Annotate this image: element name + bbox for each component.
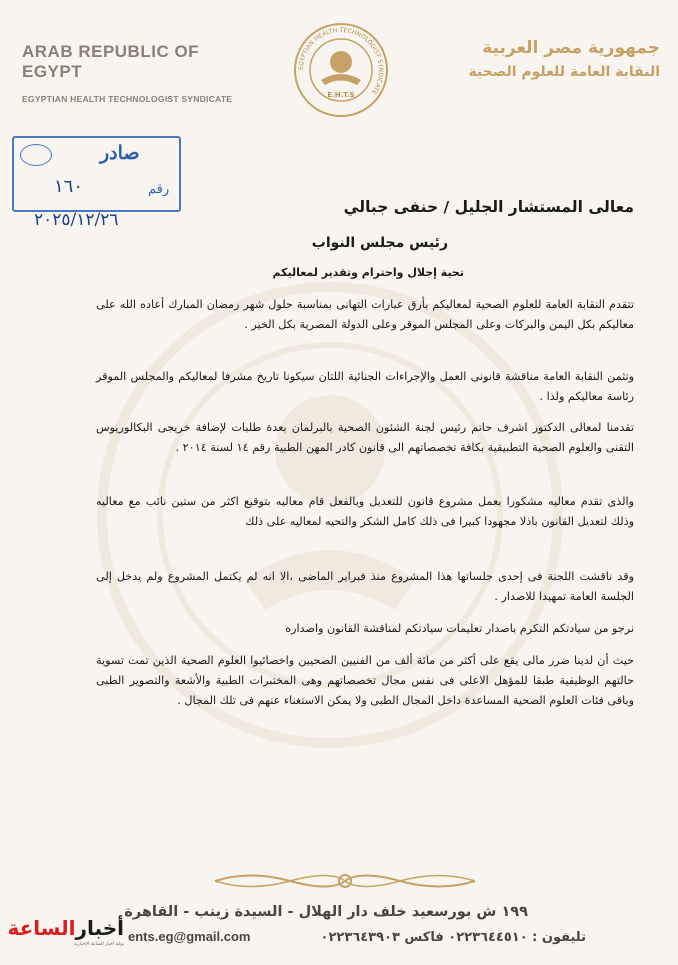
footer-address: ١٩٩ ش بورسعيد خلف دار الهلال - السيدة زينب - القاهرة — [124, 904, 528, 920]
paragraph: تقدمنا لمعالى الدكتور اشرف حاتم رئيس لجنة الشئون الصحية بالبرلمان بعدة طلبات لإضافة خريجى البكالوريوس التقنى والعلوم الصحية التطبيقية بكافة تخصصاتهم الى قانون كادر المهن الطبية رقم ١٤ لسنة ٢٠١٤ . — [96, 421, 634, 454]
news-brand-watermark — [7, 916, 128, 956]
news-brand-name — [8, 916, 125, 940]
footer-phone: تليفون : ٠٢٢٣٦٤٤٥١٠ فاكس ٠٢٢٣٦٤٣٩٠٣ — [320, 930, 586, 945]
paragraph: تتقدم النقابة العامة للعلوم الصحية لمعاليكم بأرق عبارات التهانى بمناسبة حلول شهر رمضان المبارك أعاده الله على معاليكم بكل اليمن والبركات وعلى المجلس الموقر وعلى الدولة المصرية بكل الخير . — [96, 298, 634, 331]
syndicate-logo-icon — [293, 22, 389, 118]
stamp-title: صادر — [100, 142, 140, 164]
news-brand-word2: الساعة — [7, 916, 76, 940]
recipient: معالى المستشار الجليل / حنفى جبالي — [343, 198, 634, 216]
logo-ring-text: EGYPTIAN HEALTH TECHNOLOGIST SYNDICATE — [297, 26, 385, 96]
footer-ornament-icon — [210, 868, 480, 894]
logo-text: E.H.T.S — [327, 91, 355, 99]
outgoing-stamp — [12, 136, 180, 234]
header-arabic — [420, 38, 660, 80]
paragraph: والذى تقدم معاليه مشكورا بعمل مشروع قانون للتعديل وبالفعل قام معاليه بتوقيع اكثر من ستين نائب مع معاليه وذلك لتعديل القانون باذلا مجهودا كبيرا فى ذلك كامل الشكر والتحيه لمعاليه على ذلك — [96, 495, 634, 528]
paragraph: وقد ناقشت اللجنة فى إحدى جلساتها هذا المشروع منذ فبراير الماضى ،الا انه لم يكتمل المشروع ولم يدخل إلى الجلسة العامة تمهيدا للاصدار . — [96, 570, 634, 603]
stamp-number: ١٦٠ — [54, 176, 84, 197]
paragraph: وتثمن النقابة العامة مناقشة قانونى العمل والإجراءات الجنائية اللتان سيكونا تاريخ مشرفا لمعاليكم والمجلس الموقر رئاسة معاليكم ولذا . — [96, 370, 634, 403]
paragraph: نرجو من سيادتكم التكرم باصدار تعليمات سيادتكم لمناقشة القانون واصداره — [285, 622, 634, 635]
header-ar-title: جمهورية مصر العربية — [482, 38, 660, 58]
footer-email: ents.eg@gmail.com — [128, 929, 251, 944]
header-en-title: ARAB REPUBLIC OF EGYPT — [22, 42, 200, 81]
greeting: تحية إجلال واحترام وتقدير لمعاليكم — [272, 266, 464, 279]
header-ar-subtitle: النقابة العامة للعلوم الصحية — [468, 64, 660, 80]
paragraph: حيث أن لدينا ضرر مالى يقع على أكثر من مائة ألف من الفنيين الصحيين واخصائيوا العلوم الصحية الذين تمت تسوية حالتهم الوظيفية طبقا للمؤهل الاعلى فى نفس مجال تخصصاتهم وهى المختبرات الطبية والأشعة والتصوير الطبى وباقى فئات العلوم الصحية المساعدة داخل المجال الطبى ولا يمكن الاستغناء عنهم فى تلك المجال . — [96, 654, 634, 707]
header-english — [22, 42, 252, 104]
header-en-subtitle: EGYPTIAN HEALTH TECHNOLOGIST SYNDICATE — [22, 94, 233, 104]
recipient-role: رئيس مجلس النواب — [311, 235, 448, 251]
news-brand-tagline: بوابة أخبار الساعة الإخبارية — [74, 942, 124, 947]
stamp-date: ٢٠٢٥/١٢/٢٦ — [34, 210, 119, 230]
stamp-seal-icon — [20, 144, 52, 166]
news-brand-word1: أخبار — [75, 916, 124, 940]
stamp-number-label: رقم — [148, 182, 170, 197]
